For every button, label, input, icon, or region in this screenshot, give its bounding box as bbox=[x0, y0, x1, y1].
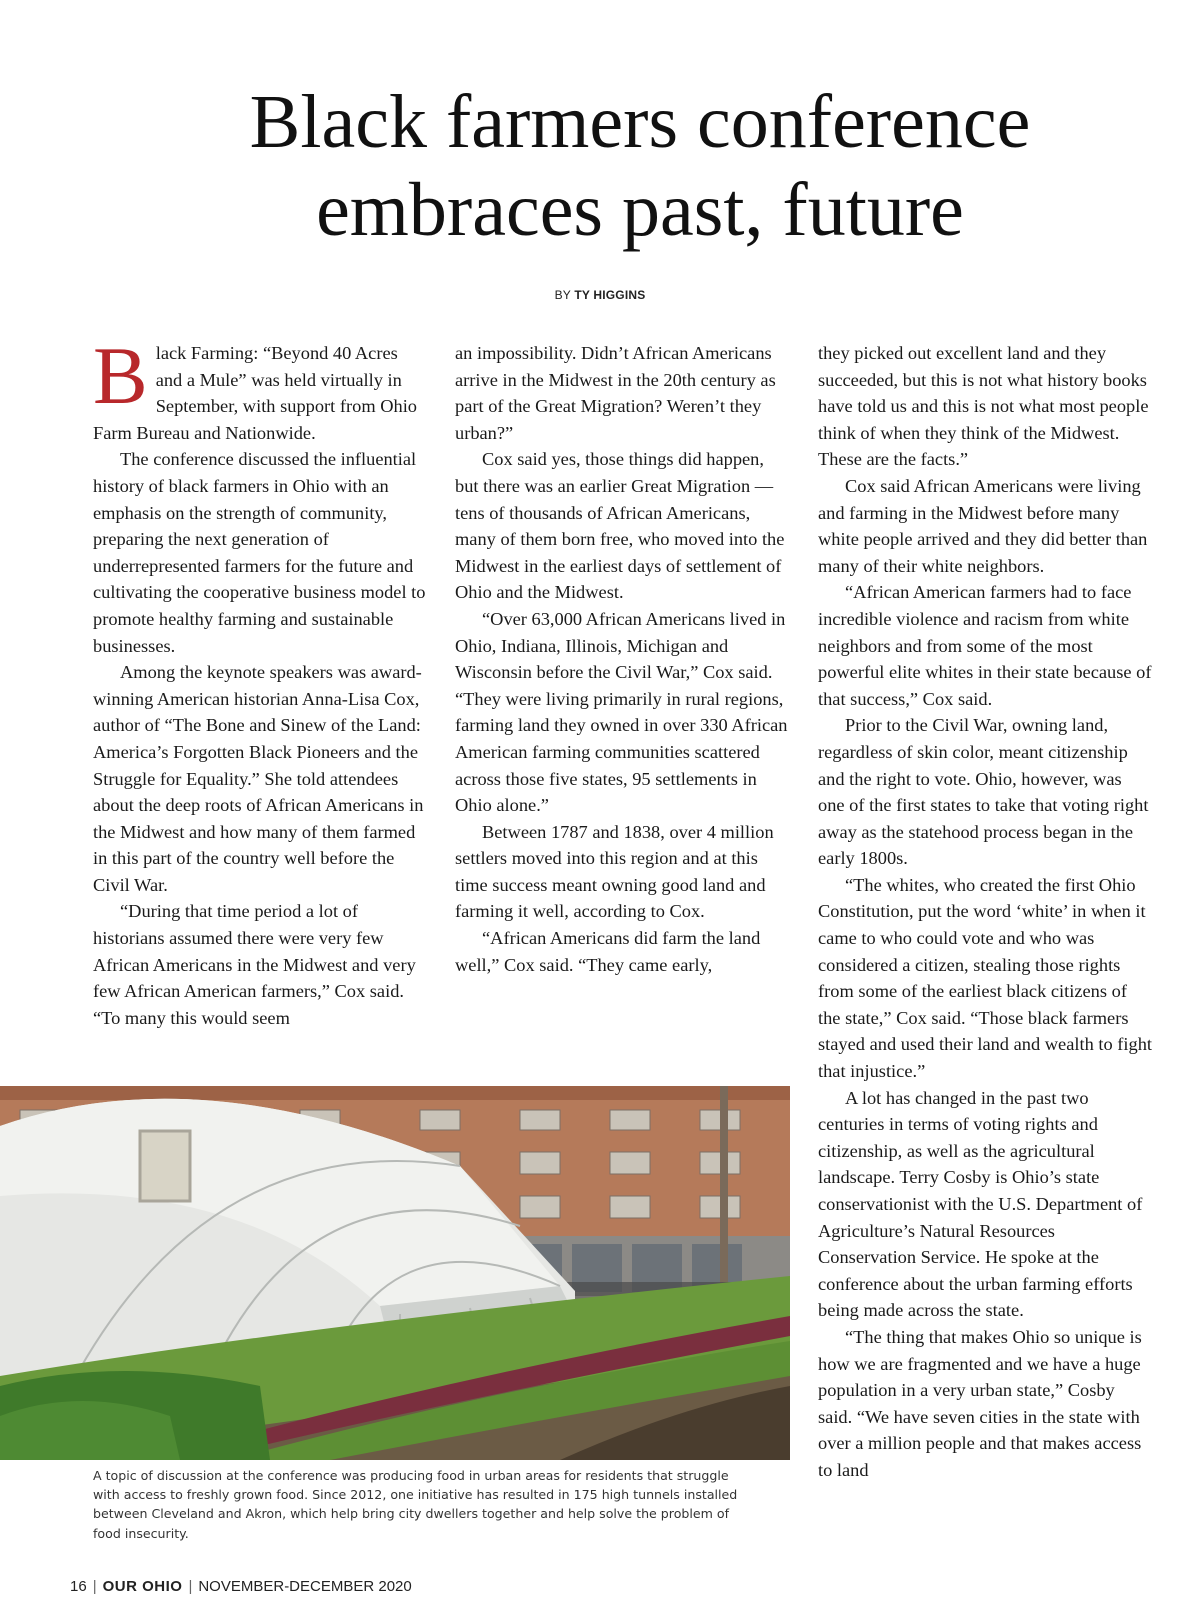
article-column-2 bbox=[455, 340, 789, 978]
urban-farm-photo bbox=[0, 1086, 790, 1460]
paragraph: Among the keynote speakers was award-winning American historian Anna-Lisa Cox, author of “The Bone and Sinew of the Land: America’s Forgotten Black Pioneers and the Struggle for Equality.” She told attendees about the deep roots of African Americans in the Midwest and how many of them farmed in this part of the country well before the Civil War. bbox=[93, 662, 424, 895]
byline bbox=[0, 288, 1200, 302]
page-footer bbox=[70, 1578, 412, 1595]
title-line-2: embraces past, future bbox=[316, 168, 964, 252]
issue-date: NOVEMBER-DECEMBER 2020 bbox=[198, 1578, 412, 1595]
drop-cap: B bbox=[93, 330, 148, 421]
paragraph: The conference discussed the influential history of black farmers in Ohio with an emphasis on the strength of community, preparing the next generation of underrepresented farmers for the future and cultivating the cooperative business model to promote healthy farming and sustainable businesses. bbox=[93, 449, 426, 656]
paragraph-text: lack Farming: “Beyond 40 Acres and a Mule” was held virtually in September, with support from Ohio Farm Bureau and Nationwide. bbox=[93, 343, 417, 443]
paragraph: Cox said African Americans were living and farming in the Midwest before many white people arrived and they did better than many of their white neighbors. bbox=[818, 475, 1148, 576]
footer-separator: | bbox=[92, 1578, 97, 1595]
footer-separator: | bbox=[188, 1578, 193, 1595]
paragraph: an impossibility. Didn’t African Americans arrive in the Midwest in the 20th century as part of the Great Migration? Weren’t they urban?” bbox=[455, 343, 776, 443]
paragraph: “The thing that makes Ohio so unique is how we are fragmented and we have a huge population in a very urban state,” Cosby said. “We have seven cities in the state with over a million people and that makes access to land bbox=[818, 1326, 1142, 1480]
paragraph: “Over 63,000 African Americans lived in Ohio, Indiana, Illinois, Michigan and Wisconsin before the Civil War,” Cox said. “They were living primarily in rural regions, farming land they owned in over 330 African American farming communities scattered across those five states, 95 settlements in Ohio alone.” bbox=[455, 608, 788, 816]
byline-author: TY HIGGINS bbox=[574, 288, 646, 302]
article-column-1 bbox=[93, 330, 427, 1031]
paragraph: they picked out excellent land and they succeeded, but this is not what history books have told us and this is not what most people think of when they think of the Midwest. These are the facts.” bbox=[818, 343, 1149, 470]
title-line-1: Black farmers conference bbox=[249, 80, 1031, 164]
article-column-3 bbox=[818, 340, 1152, 1484]
photo-caption: A topic of discussion at the conference was producing food in urban areas for residents that struggle with access to freshly grown food. Since 2012, one initiative has resulted in 175 high tunnels installed between Cleveland and Akron, which help bring city dwellers together and help solve the problem of food insecurity. bbox=[93, 1468, 738, 1541]
paragraph: “During that time period a lot of historians assumed there were very few African Americans in the Midwest and very few African American farmers,” Cox said. “To many this would seem bbox=[93, 901, 416, 1028]
paragraph bbox=[93, 330, 427, 446]
paragraph: Between 1787 and 1838, over 4 million settlers moved into this region and at this time success meant owning good land and farming it well, according to Cox. bbox=[455, 821, 774, 922]
paragraph: Cox said yes, those things did happen, but there was an earlier Great Migration — tens of thousands of African Americans, many of them born free, who moved into the Midwest in the earliest days of settlement of Ohio and the Midwest. bbox=[455, 449, 785, 603]
paragraph: “The whites, who created the first Ohio Constitution, put the word ‘white’ in when it came to who could vote and who was considered a citizen, stealing those rights from some of the earliest black citizens of the state,” Cox said. “Those black farmers stayed and used their land and wealth to fight that injustice.” bbox=[818, 874, 1153, 1082]
paragraph: Prior to the Civil War, owning land, regardless of skin color, meant citizenship and the right to vote. Ohio, however, was one of the first states to take that voting right away as the statehood process began in the early 1800s. bbox=[818, 715, 1149, 869]
article-title bbox=[150, 78, 1130, 254]
paragraph: “African American farmers had to face incredible violence and racism from white neighbors and from some of the most powerful elite whites in their state because of that success,” Cox said. bbox=[818, 582, 1152, 709]
page-number: 16 bbox=[70, 1578, 87, 1595]
paragraph: “African Americans did farm the land well,” Cox said. “They came early, bbox=[455, 928, 761, 975]
publication-name: OUR OHIO bbox=[102, 1578, 183, 1595]
byline-prefix: BY bbox=[554, 288, 571, 302]
paragraph: A lot has changed in the past two centuries in terms of voting rights and citizenship, as well as the agricultural landscape. Terry Cosby is Ohio’s state conservationist with the U.S. Department of Agriculture’s Natural Resources Conservation Service. He spoke at the conference about the urban farming efforts being made across the state. bbox=[818, 1087, 1143, 1321]
